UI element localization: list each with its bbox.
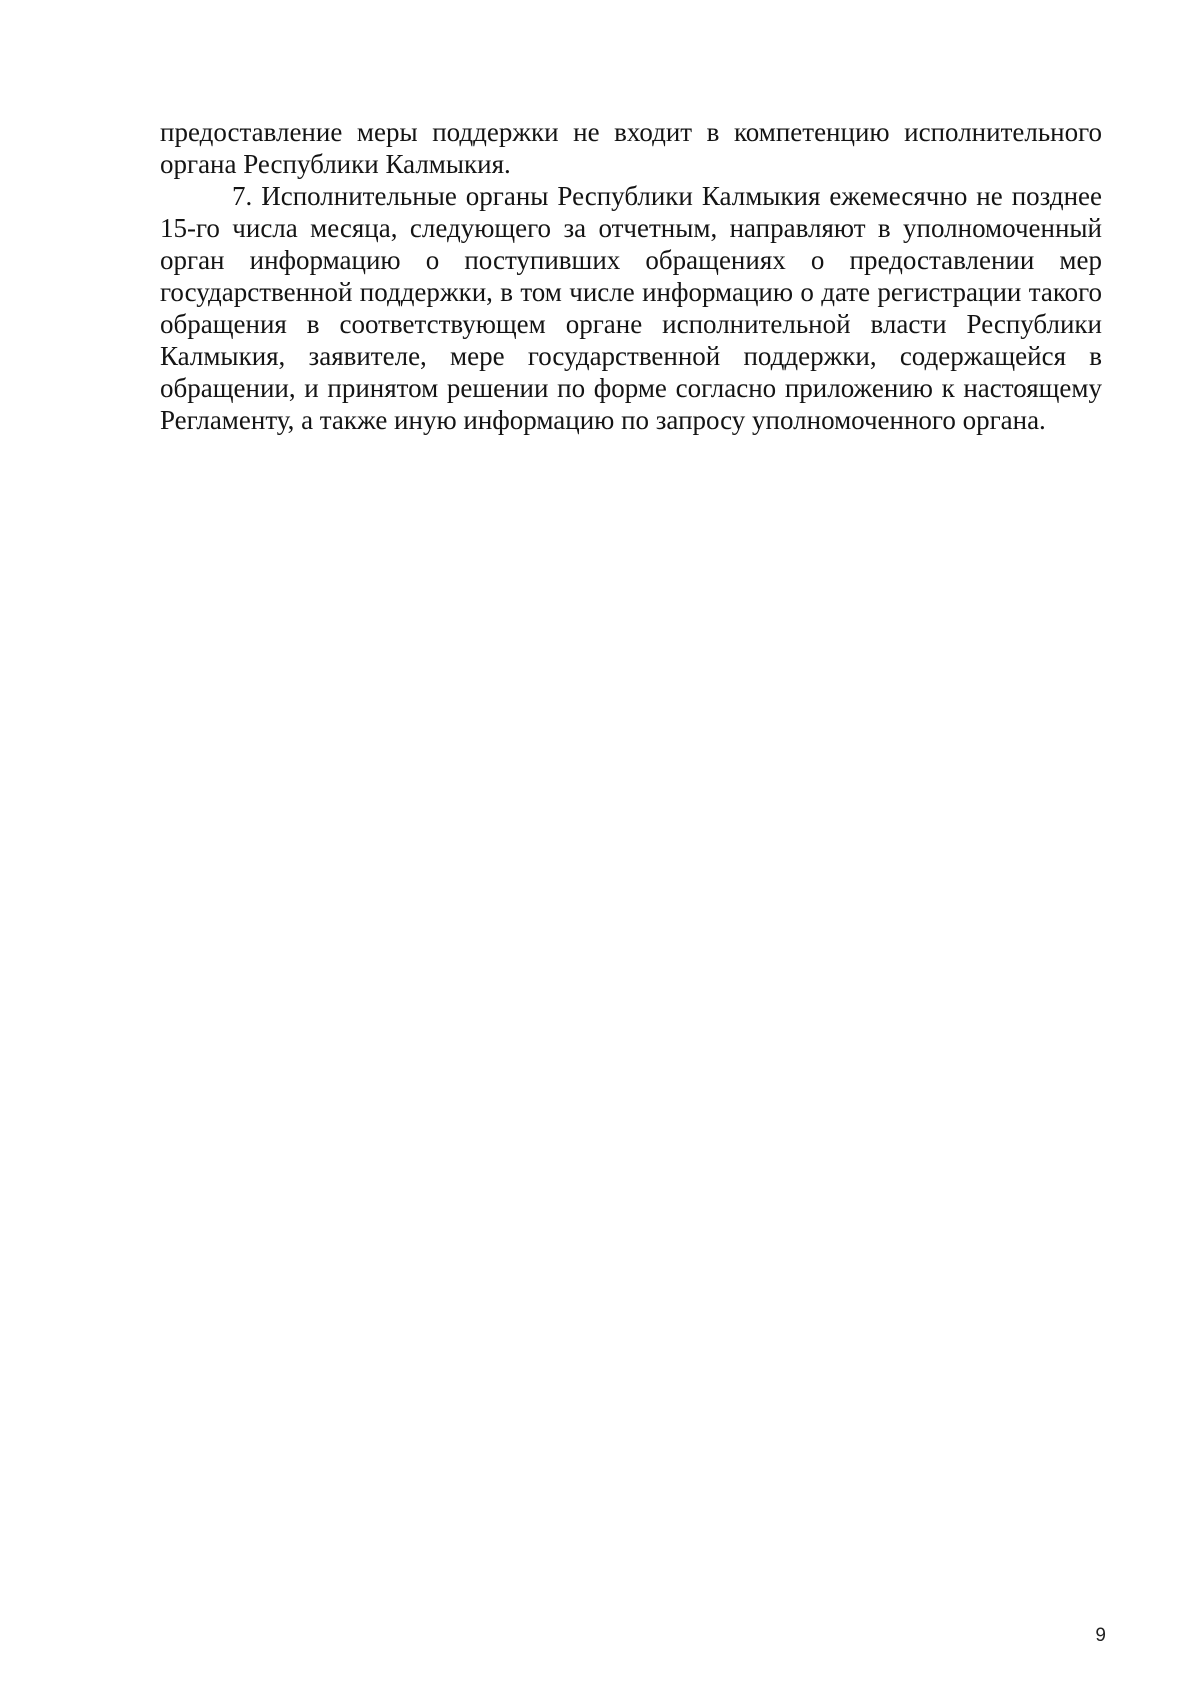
paragraph-item-7: 7. Исполнительные органы Республики Калмыкия ежемесячно не позднее 15-го числа месяца, следующего за отчетным, направляют в уполномоченный орган информацию о поступивших обращениях о предоставлении мер государственной поддержки, в том числе информацию о дате регистрации такого обращения в соответствующем органе исполнительной власти Республики Калмыкия, заявителе, мере государственной поддержки, содержащейся в обращении, и принятом решении по форме согласно приложению к настоящему Регламенту, а также иную информацию по запросу уполномоченного органа. <box>160 181 1102 435</box>
page-number: 9 <box>1095 1625 1106 1646</box>
paragraph-continuation: предоставление меры поддержки не входит в компетенцию исполнительного органа Республики Калмыкия. <box>160 117 1102 179</box>
document-body <box>160 116 1102 436</box>
